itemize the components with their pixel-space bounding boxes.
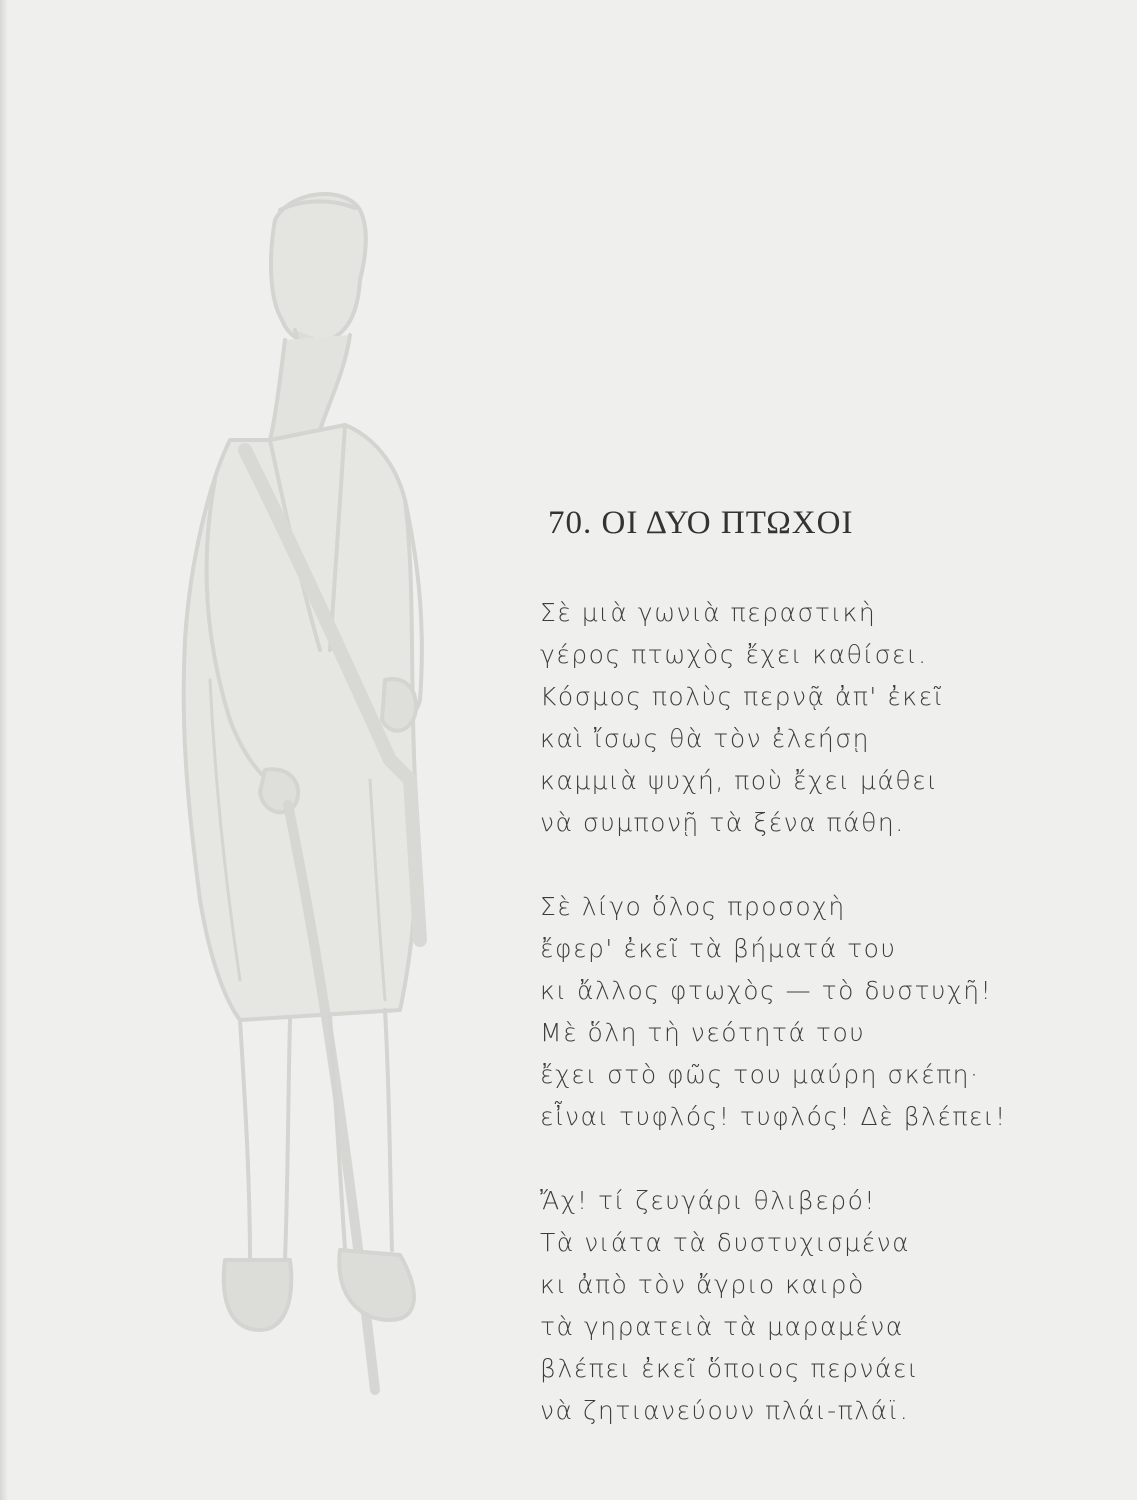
poem-title: 70. ΟΙ ΔΥΟ ΠΤΩΧΟΙ [548, 505, 854, 541]
old-beggar-illustration-icon [170, 180, 470, 1420]
poem-line: ἔφερ' ἐκεῖ τὰ βήματά του [540, 934, 897, 963]
poem-line: Σὲ λίγο ὅλος προσοχὴ [540, 892, 846, 921]
poem-line: τὰ γηρατειὰ τὰ μαραμένα [540, 1312, 904, 1341]
poem-line: Σὲ μιὰ γωνιὰ περαστικὴ [540, 598, 877, 627]
poem-line: κι ἄλλος φτωχὸς — τὸ δυστυχῆ! [540, 976, 993, 1005]
poem-line: βλέπει ἐκεῖ ὅποιος περνάει [540, 1354, 920, 1383]
stanza-2 [540, 886, 1100, 1138]
poem-line: εἶναι τυφλός! τυφλός! Δὲ βλέπει! [540, 1102, 1007, 1131]
poem-line: καμμιὰ ψυχή, ποὺ ἔχει μάθει [540, 766, 939, 795]
page-edge [0, 0, 8, 1500]
stanza-3 [540, 1180, 1100, 1432]
stanza-1 [540, 592, 1100, 844]
poem-line: καὶ ἴσως θὰ τὸν ἐλεήσῃ [540, 724, 870, 753]
poem-line: κι ἀπὸ τὸν ἄγριο καιρὸ [540, 1270, 865, 1299]
poem [540, 505, 1100, 1474]
poem-line: Κόσμος πολὺς περνᾷ ἀπ' ἐκεῖ [540, 682, 944, 711]
poem-line: νὰ ζητιανεύουν πλάι-πλάϊ. [540, 1396, 910, 1425]
poem-line: Μὲ ὅλη τὴ νεότητά του [540, 1018, 866, 1047]
poem-line: ἔχει στὸ φῶς του μαύρη σκέπη· [540, 1060, 980, 1089]
poem-line: γέρος πτωχὸς ἔχει καθίσει. [540, 640, 928, 669]
poem-line: Τὰ νιάτα τὰ δυστυχισμένα [540, 1228, 911, 1257]
poem-line: Ἄχ! τί ζευγάρι θλιβερό! [540, 1186, 876, 1215]
poem-line: νὰ συμπονῇ τὰ ξένα πάθη. [540, 808, 905, 837]
